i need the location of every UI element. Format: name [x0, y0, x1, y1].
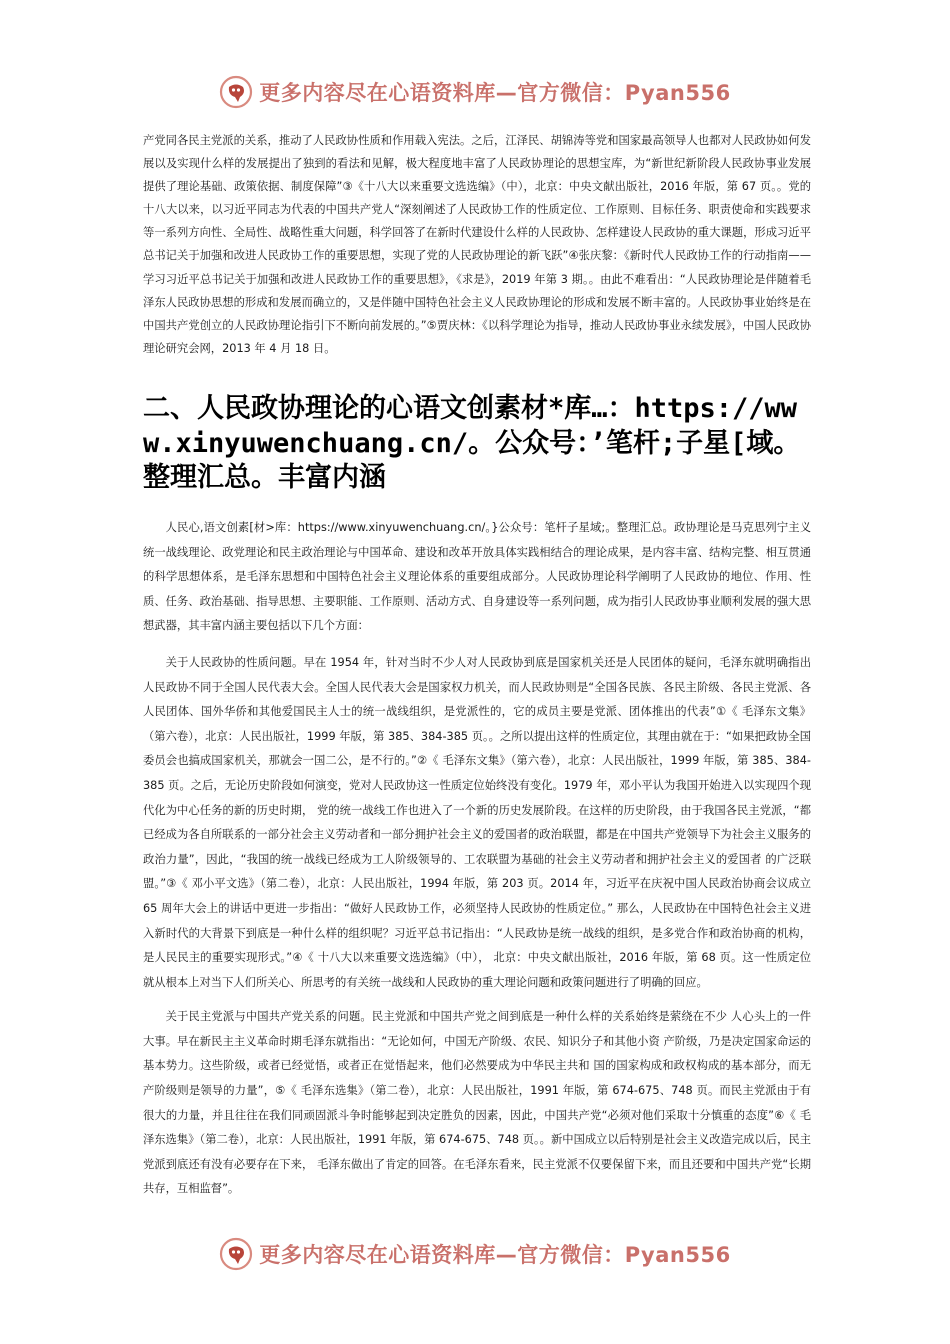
- banner-text: 更多内容尽在心语资料库—官方微信：Pyan556: [259, 81, 731, 105]
- paragraph-4: 关于民主党派与中国共产党关系的问题。民主党派和中国共产党之间到底是一种什么样的关系始终是萦绕在不少 人心头上的一件大事。早在新民主主义革命时期毛泽东就指出：“无论如何，中国无产阶级、农民、知识分子和其他小资 产阶级，乃是决定国家命运的基本势力。这些阶级，或者已经觉悟，或者正在觉悟起来，他们必然要成为中华民主共和 国的国家构成和政权构成的基本部分，而无产阶级则是领导的力量”，⑤《 毛泽东选集》（第二卷），北京：人民出版社，1991 年版，第 674-675、748 页。而民主党派由于有很大的力量，并且往往在我们同顽固派斗争时能够起到决定胜负的因素，因此，中国共产党“必须对他们采取十分慎重的态度”⑥《 毛泽东选集》（第二卷），北京：人民出版社，1991 年版，第 674-675、748 页。。新中国成立以后特别是社会主义改造完成以后，民主党派到底还有没有必要存在下来， 毛泽东做出了肯定的回答。在毛泽东看来，民主党派不仅要保留下来，而且还要和中国共产党“长期共存，互相监督”。: [143, 1010, 811, 1196]
- paragraph-1: 产党同各民主党派的关系，推动了人民政协性质和作用载入宪法。之后，江泽民、胡锦涛等党和国家最高领导人也都对人民政协如何发展以及实现什么样的发展提出了独到的看法和见解，极大程度地丰富了人民政协理论的思想宝库，为“新世纪新阶段人民政协事业发展提供了理论基础、政策依据、制度保障”③《十八大以来重要文选选编》（中），北京：中央文献出版社，2016 年版，第 67 页。。党的十八大以来，以习近平同志为代表的中国共产党人“深刻阐述了人民政协工作的性质定位、工作原则、目标任务、职责使命和实践要求等一系列方向性、全局性、战略性重大问题，科学回答了在新时代建设什么样的人民政协、怎样建设人民政协的重大课题，形成习近平总书记关于加强和改进人民政协工作的重要思想，实现了党的人民政协理论的新飞跃”④张庆黎：《新时代人民政协工作的行动指南——学习习近平总书记关于加强和改进人民政协工作的重要思想》，《求是》，2019 年第 3 期。。由此不难看出：“人民政协理论是伴随着毛泽东人民政协思想的形成和发展而确立的，又是伴随中国特色社会主义人民政协理论的形成和发展不断丰富的。人民政协事业始终是在中国共产党创立的人民政协理论指引下不断向前发展的。”⑤贾庆林：《以科学理论为指导，推动人民政协事业永续发展》，中国人民政协理论研究会网，2013 年 4 月 18 日。: [143, 134, 811, 355]
- paragraph-block-1: [143, 129, 811, 360]
- banner-text: 更多内容尽在心语资料库—官方微信：Pyan556: [259, 1243, 731, 1267]
- section-body: [143, 516, 811, 1212]
- section-heading: 二、人民政协理论的心语文创素材*库…：https://www.xinyuwenchuang.cn/。公众号：’笔杆;子星[域。整理汇总。丰富内涵: [143, 393, 801, 493]
- paragraph-2: 人民心,语文创素[材>库：https://www.xinyuwenchuang.cn/。}公众号：笔杆子星域;。整理汇总。政协理论是马克思列宁主义统一战线理论、政党理论和民主政治理论与中国革命、建设和改革开放具体实践相结合的理论成果，是内容丰富、结构完整、相互贯通的科学思想体系，是毛泽东思想和中国特色社会主义理论体系的重要组成部分。人民政协理论科学阐明了人民政协的地位、作用、性质、任务、政治基础、指导思想、主要职能、工作原则、活动方式、自身建设等一系列问题，成为指引人民政协事业顺利发展的强大思想武器，其丰富内涵主要包括以下几个方面：: [143, 521, 811, 633]
- paragraph-3: 关于人民政协的性质问题。早在 1954 年，针对当时不少人对人民政协到底是国家机关还是人民团体的疑问，毛泽东就明确指出人民政协不同于全国人民代表大会。全国人民代表大会是国家权力机关，而人民政协则是“全国各民族、各民主阶级、各民主党派、各人民团体、国外华侨和其他爱国民主人士的统一战线组织，是党派性的，它的成员主要是党派、团体推出的代表”①《 毛泽东文集》（第六卷），北京：人民出版社，1999 年版，第 385、384-385 页。。之所以提出这样的性质定位，其理由就在于：“如果把政协全国委员会也搞成国家机关，那就会一国二公，是不行的。”②《 毛泽东文集》（第六卷），北京：人民出版社，1999 年版，第 385、384-385 页。之后，无论历史阶段如何演变，党对人民政协这一性质定位始终没有变化。1979 年，邓小平认为我国开始进入以实现四个现代化为中心任务的新的历史时期， 党的统一战线工作也进入了一个新的历史发展阶段。在这样的历史阶段，由于我国各民主党派，“都已经成为各自所联系的一部分社会主义劳动者和一部分拥护社会主义的爱国者的政治联盟，都是在中国共产党领导下为社会主义服务的政治力量”，因此，“我国的统一战线已经成为工人阶级领导的、工农联盟为基础的社会主义劳动者和拥护社会主义的爱国者 的广泛联盟。”③《 邓小平文选》（第二卷），北京：人民出版社，1994 年版，第 203 页。2014 年，习近平在庆祝中国人民政治协商会议成立 65 周年大会上的讲话中更进一步指出：“做好人民政协工作，必须坚持人民政协的性质定位。” 那么，人民政协在中国特色社会主义进入新时代的大背景下到底是一种什么样的组织呢？习近平总书记指出：“人民政协是统一战线的组织，是多党合作和政治协商的机构，是人民民主的重要实现形式。”④《 十八大以来重要文选选编》（中）， 北京：中央文献出版社，2016 年版，第 68 页。这一性质定位就从根本上对当下人们所关心、所思考的有关统一战线和人民政协的重大理论问题和政策问题进行了明确的回应。: [143, 655, 811, 989]
- speech-bubble-logo-icon: [219, 1237, 253, 1271]
- speech-bubble-logo-icon: [219, 75, 253, 109]
- top-banner: [0, 70, 950, 114]
- bottom-banner: [0, 1232, 950, 1276]
